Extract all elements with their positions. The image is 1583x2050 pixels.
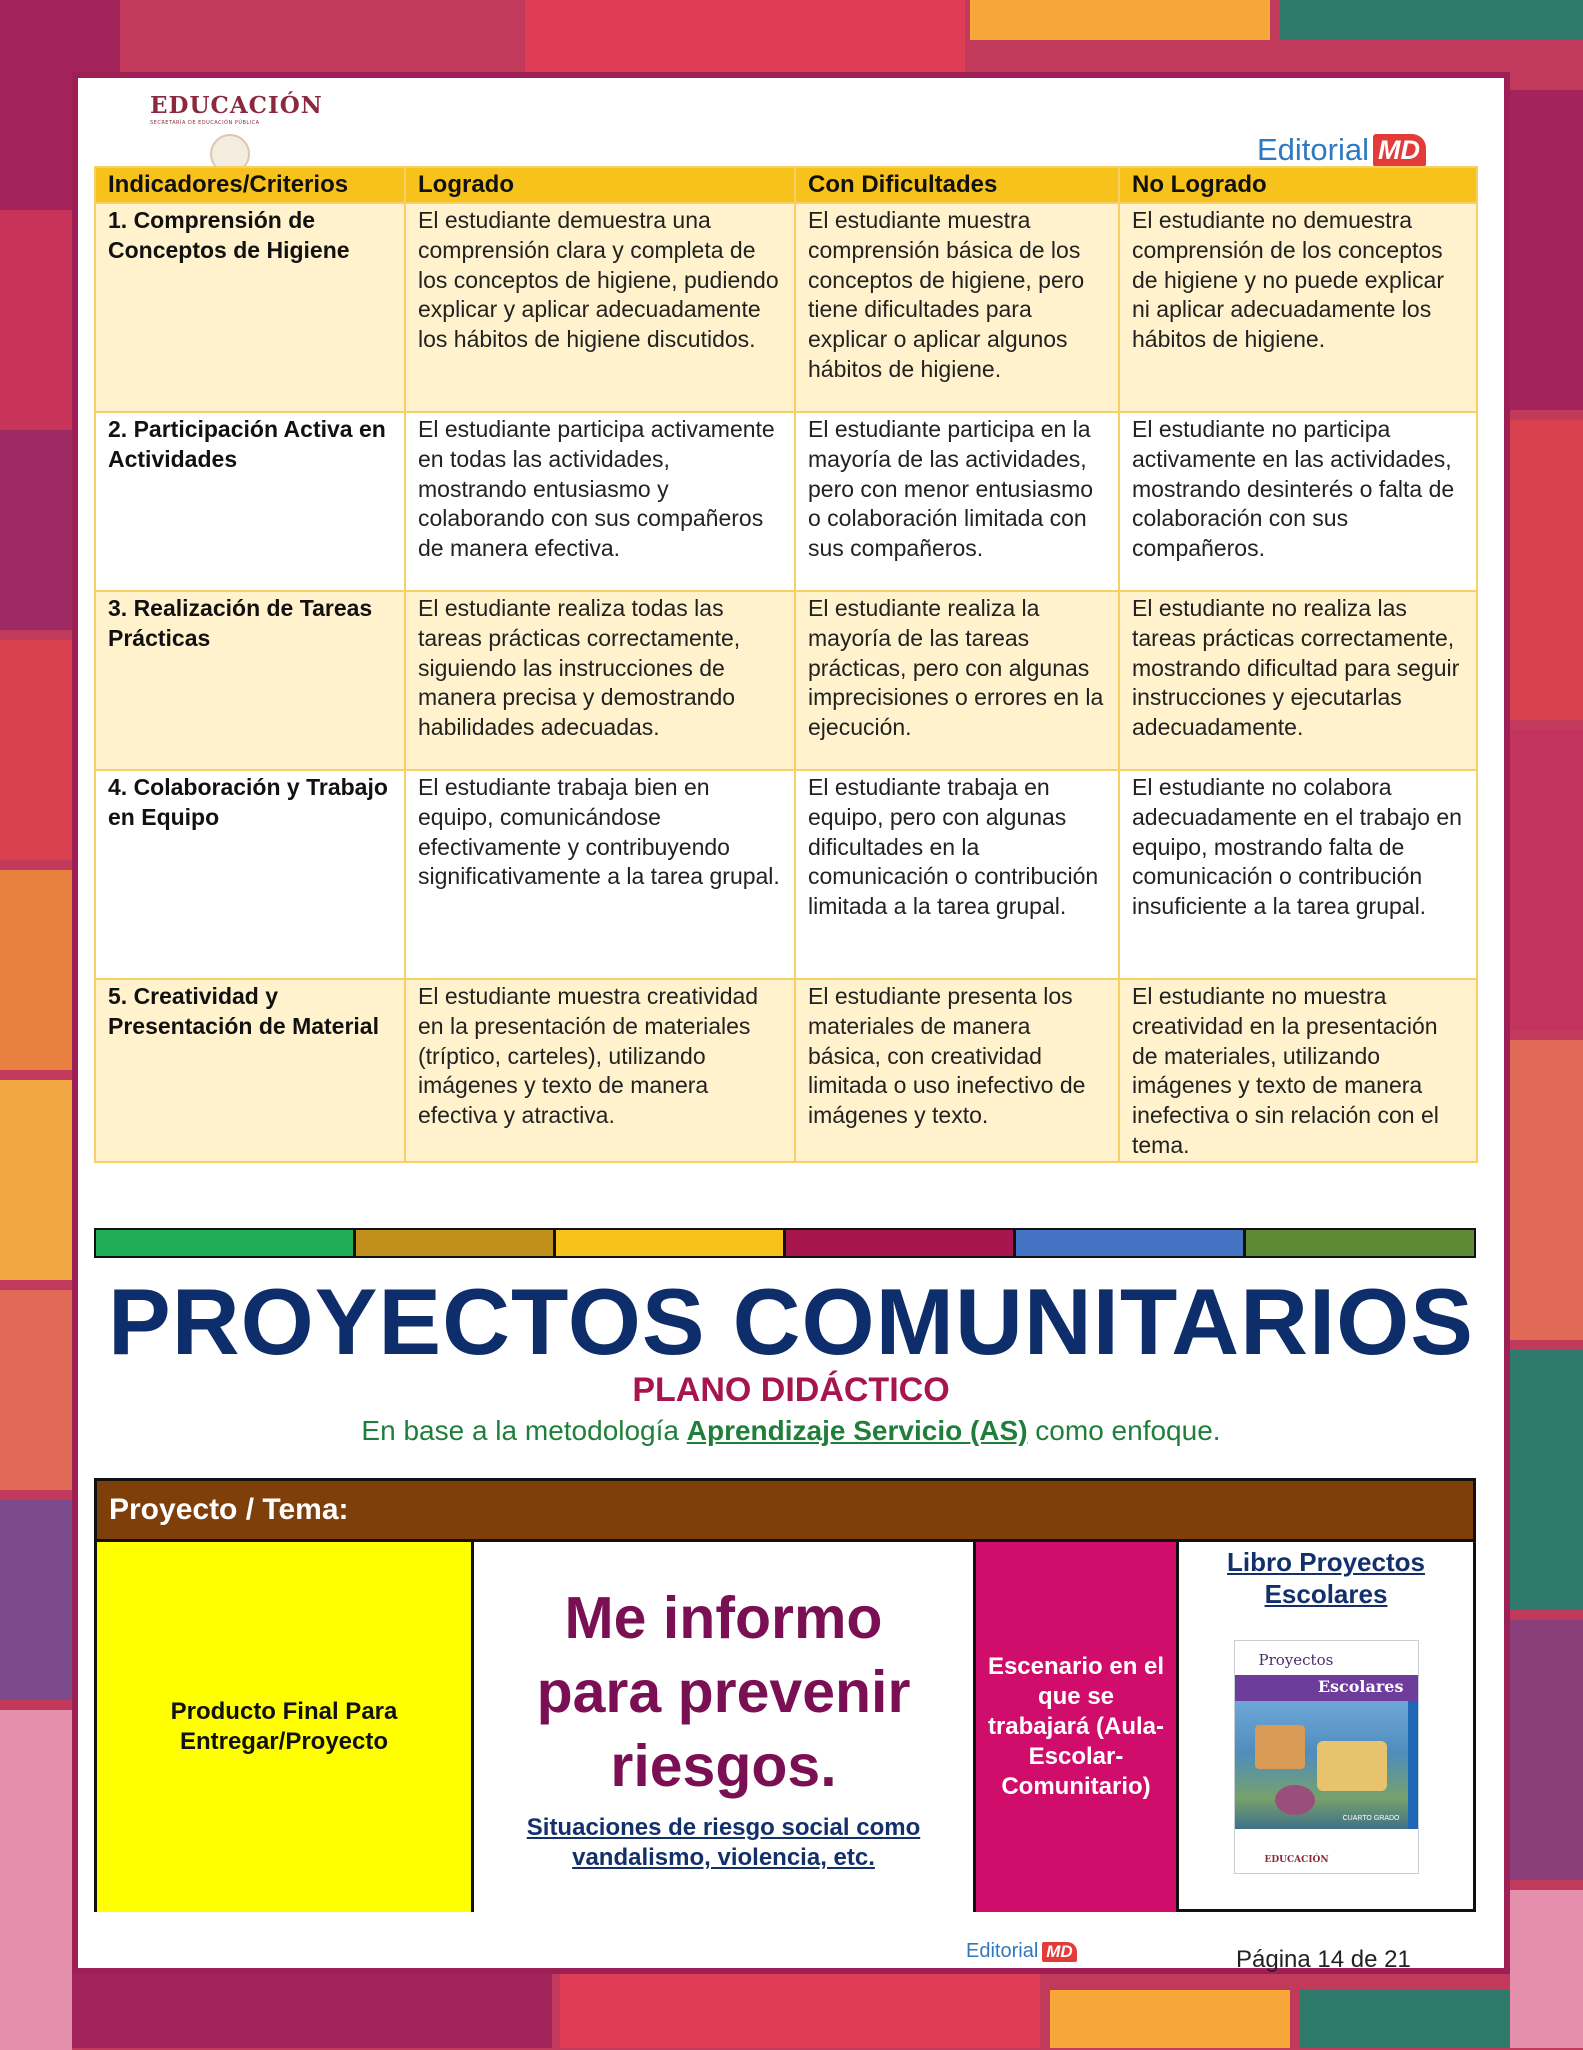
- final-product-label: Producto Final Para Entregar/Proyecto: [170, 1698, 398, 1755]
- topic-title: Me informo para prevenir riesgos.: [536, 1585, 911, 1799]
- bg-block: [0, 1080, 72, 1280]
- sep-logo-text: EDUCACIÓN: [150, 92, 323, 119]
- table-row: [95, 591, 1477, 770]
- bg-block: [0, 1710, 72, 2050]
- not-achieved-cell: El estudiante no realiza las tareas prácticas correctamente, mostrando dificultad para seguir instrucciones y ejecutarlas adecuadamente.: [1119, 591, 1477, 770]
- criterion-cell: 3. Realización de Tareas Prácticas: [95, 591, 405, 770]
- difficulty-cell: El estudiante participa en la mayoría de las actividades, pero con menor entusiasmo o colaboración limitada con sus compañeros.: [795, 412, 1119, 591]
- bg-block: [0, 1290, 72, 1490]
- difficulty-cell: El estudiante muestra comprensión básica de los conceptos de higiene, pero tiene dificultades para explicar o aplicar algunos hábitos de higiene.: [795, 203, 1119, 412]
- bg-block: [1510, 1890, 1583, 2048]
- strip-segment: [1246, 1230, 1474, 1256]
- methodology-prefix: En base a la metodología: [361, 1415, 687, 1446]
- methodology-suffix: como enfoque.: [1027, 1415, 1221, 1446]
- header-not-achieved: No Logrado: [1119, 167, 1477, 203]
- methodology-line: [78, 1415, 1504, 1447]
- bg-block: [1050, 1990, 1290, 2048]
- bg-block: [120, 0, 520, 72]
- strip-segment: [556, 1230, 786, 1256]
- section-title: PROYECTOS COMUNITARIOS: [108, 1269, 1474, 1374]
- section-subtitle: PLANO DIDÁCTICO: [632, 1371, 950, 1409]
- book-cover-title-2: Escolares: [1317, 1677, 1404, 1696]
- editorial-md-logo: [1257, 132, 1426, 168]
- project-row: [97, 1542, 1473, 1912]
- bg-block: [970, 0, 1270, 40]
- illustration-shape: [1317, 1741, 1387, 1791]
- sep-logo: [150, 92, 323, 126]
- book-cover-publisher: EDUCACIÓN: [1264, 1855, 1329, 1865]
- achieved-cell: El estudiante realiza todas las tareas prácticas correctamente, siguiendo las instrucciones de manera precisa y demostrando habilidades adecuadas.: [405, 591, 795, 770]
- not-achieved-cell: El estudiante no colabora adecuadamente en el trabajo en equipo, mostrando falta de comunicación o contribución insuficiente a la tarea grupal.: [1119, 770, 1477, 979]
- final-product-cell: [97, 1542, 474, 1912]
- footer-logo-text: Editorial: [966, 1940, 1039, 1962]
- criterion-cell: 5. Creatividad y Presentación de Material: [95, 979, 405, 1162]
- footer-md-badge-icon: MD: [1042, 1942, 1076, 1962]
- illustration-shape: [1275, 1785, 1315, 1815]
- table-row: [95, 979, 1477, 1162]
- sep-logo-subtext: SECRETARÍA DE EDUCACIÓN PÚBLICA: [150, 120, 260, 126]
- achieved-cell: El estudiante participa activamente en todas las actividades, mostrando entusiasmo y colaborando con sus compañeros de manera efectiva.: [405, 412, 795, 591]
- bg-block: [0, 430, 72, 630]
- header-achieved: Logrado: [405, 167, 795, 203]
- difficulty-cell: El estudiante trabaja en equipo, pero con algunas dificultades en la comunicación o contribución limitada a la tarea grupal.: [795, 770, 1119, 979]
- bg-block: [1510, 1620, 1583, 1880]
- difficulty-cell: El estudiante realiza la mayoría de las tareas prácticas, pero con algunas imprecisiones o errores en la ejecución.: [795, 591, 1119, 770]
- book-link[interactable]: Libro Proyectos Escolares: [1227, 1547, 1425, 1609]
- criterion-cell: 2. Participación Activa en Actividades: [95, 412, 405, 591]
- scenario-label: Escenario en el que se trabajará (Aula-Escolar-Comunitario): [987, 1653, 1165, 1800]
- book-cover-top: [1235, 1641, 1418, 1701]
- bg-block: [0, 870, 72, 1070]
- book-cell: [1179, 1542, 1473, 1912]
- footer-editorial-logo: [966, 1940, 1077, 1963]
- book-cover-bottom: [1235, 1829, 1418, 1873]
- criterion-cell: 1. Comprensión de Conceptos de Higiene: [95, 203, 405, 412]
- bg-block: [1510, 420, 1583, 720]
- criterion-cell: 4. Colaboración y Trabajo en Equipo: [95, 770, 405, 979]
- book-cover-grade: CUARTO GRADO: [1342, 1815, 1400, 1822]
- achieved-cell: El estudiante muestra creatividad en la presentación de materiales (tríptico, carteles), utilizando imágenes y texto de manera efectiva y atractiva.: [405, 979, 795, 1162]
- header-difficulty: Con Dificultades: [795, 167, 1119, 203]
- not-achieved-cell: El estudiante no muestra creatividad en la presentación de materiales, utilizando imágenes y texto de manera inefectiva o sin relación con el tema.: [1119, 979, 1477, 1162]
- page-number: Página 14 de 21: [1236, 1946, 1411, 1973]
- book-cover-stripe: [1408, 1701, 1418, 1831]
- book-cover-title-1: Proyectos: [1258, 1651, 1334, 1669]
- bg-block: [0, 640, 72, 860]
- table-row: [95, 203, 1477, 412]
- project-header: Proyecto / Tema:: [97, 1481, 1473, 1542]
- not-achieved-cell: El estudiante no participa activamente en las actividades, mostrando desinterés o falta de colaboración con sus compañeros.: [1119, 412, 1477, 591]
- bg-block: [1510, 730, 1583, 1030]
- bg-block: [1510, 1040, 1583, 1340]
- topic-subtitle: Situaciones de riesgo social como vandalismo, violencia, etc.: [526, 1814, 921, 1871]
- achieved-cell: El estudiante trabaja bien en equipo, comunicándose efectivamente y contribuyendo significativamente a la tarea grupal.: [405, 770, 795, 979]
- strip-segment: [786, 1230, 1016, 1256]
- bg-block: [1510, 90, 1583, 410]
- bg-block: [560, 1974, 1040, 2048]
- scenario-cell: [976, 1542, 1179, 1912]
- table-row: [95, 770, 1477, 979]
- bg-block: [1280, 0, 1583, 40]
- strip-segment: [96, 1230, 356, 1256]
- not-achieved-cell: El estudiante no demuestra comprensión de los conceptos de higiene y no puede explicar ni aplicar adecuadamente los hábitos de higiene.: [1119, 203, 1477, 412]
- header-criteria: Indicadores/Criterios: [95, 167, 405, 203]
- rubric-header-row: [95, 167, 1477, 203]
- book-cover-illustration: [1235, 1701, 1418, 1831]
- evaluation-rubric-table: [94, 166, 1478, 1163]
- strip-segment: [1016, 1230, 1246, 1256]
- project-table: [94, 1478, 1476, 1912]
- bg-block: [72, 1974, 552, 2048]
- illustration-shape: [1255, 1725, 1305, 1769]
- methodology-link[interactable]: Aprendizaje Servicio (AS): [686, 1415, 1028, 1446]
- editorial-logo-text: Editorial: [1257, 132, 1369, 167]
- bg-block: [0, 210, 72, 430]
- md-badge-icon: MD: [1373, 134, 1426, 167]
- difficulty-cell: El estudiante presenta los materiales de manera básica, con creatividad limitada o uso inefectivo de imágenes y texto.: [795, 979, 1119, 1162]
- bg-block: [525, 0, 965, 72]
- page: [72, 72, 1510, 1974]
- book-cover-image: [1234, 1640, 1419, 1874]
- bg-block: [1300, 1990, 1510, 2048]
- color-divider-strip: [94, 1228, 1476, 1258]
- bg-block: [0, 1500, 72, 1700]
- strip-segment: [356, 1230, 556, 1256]
- bg-block: [1510, 1350, 1583, 1610]
- topic-cell: [474, 1542, 976, 1912]
- table-row: [95, 412, 1477, 591]
- achieved-cell: El estudiante demuestra una comprensión clara y completa de los conceptos de higiene, pudiendo explicar y aplicar adecuadamente los hábitos de higiene discutidos.: [405, 203, 795, 412]
